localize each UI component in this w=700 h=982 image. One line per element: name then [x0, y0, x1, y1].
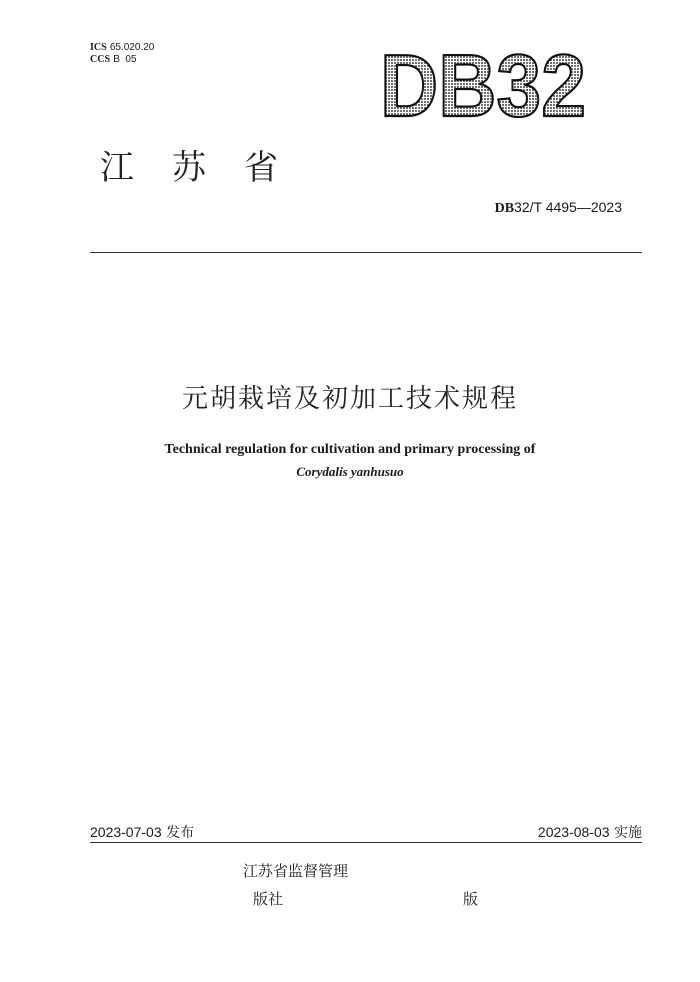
ics-value: 65.020.20 — [109, 42, 155, 53]
ccs-code — [90, 54, 154, 66]
title-english-species: Corydalis yanhusuo — [296, 464, 404, 479]
standard-prefix: DB — [494, 201, 515, 216]
title-english: Technical regulation for cultivation and primary processing of — [164, 442, 536, 457]
db32-logo-text: DB32 — [380, 44, 586, 124]
implementation-date-value: 2023-08-03 — [537, 824, 610, 840]
publisher-right: 版 — [463, 890, 479, 908]
ccs-label: CCS — [90, 54, 111, 65]
db32-logo — [376, 44, 592, 124]
ccs-value: B 05 — [113, 54, 137, 65]
implementation-date — [538, 822, 642, 842]
implementation-date-label: 实施 — [614, 825, 642, 841]
title-chinese: 元胡栽培及初加工技术规程 — [181, 384, 518, 414]
issue-date-value: 2023-07-03 — [90, 824, 162, 840]
issue-date — [90, 822, 194, 842]
province-name: 江苏省 — [100, 148, 316, 188]
standard-number — [495, 199, 622, 217]
issue-date-label: 发布 — [166, 825, 195, 841]
ics-code — [90, 42, 154, 54]
ics-label: ICS — [90, 42, 107, 53]
issuing-authority: 江苏省监督管理 — [243, 862, 349, 880]
standard-code: 32/T 4495—2023 — [514, 199, 622, 215]
classification-codes — [90, 42, 154, 66]
top-divider — [90, 252, 642, 253]
bottom-divider — [90, 842, 642, 843]
publisher-left: 版社 — [253, 890, 284, 908]
